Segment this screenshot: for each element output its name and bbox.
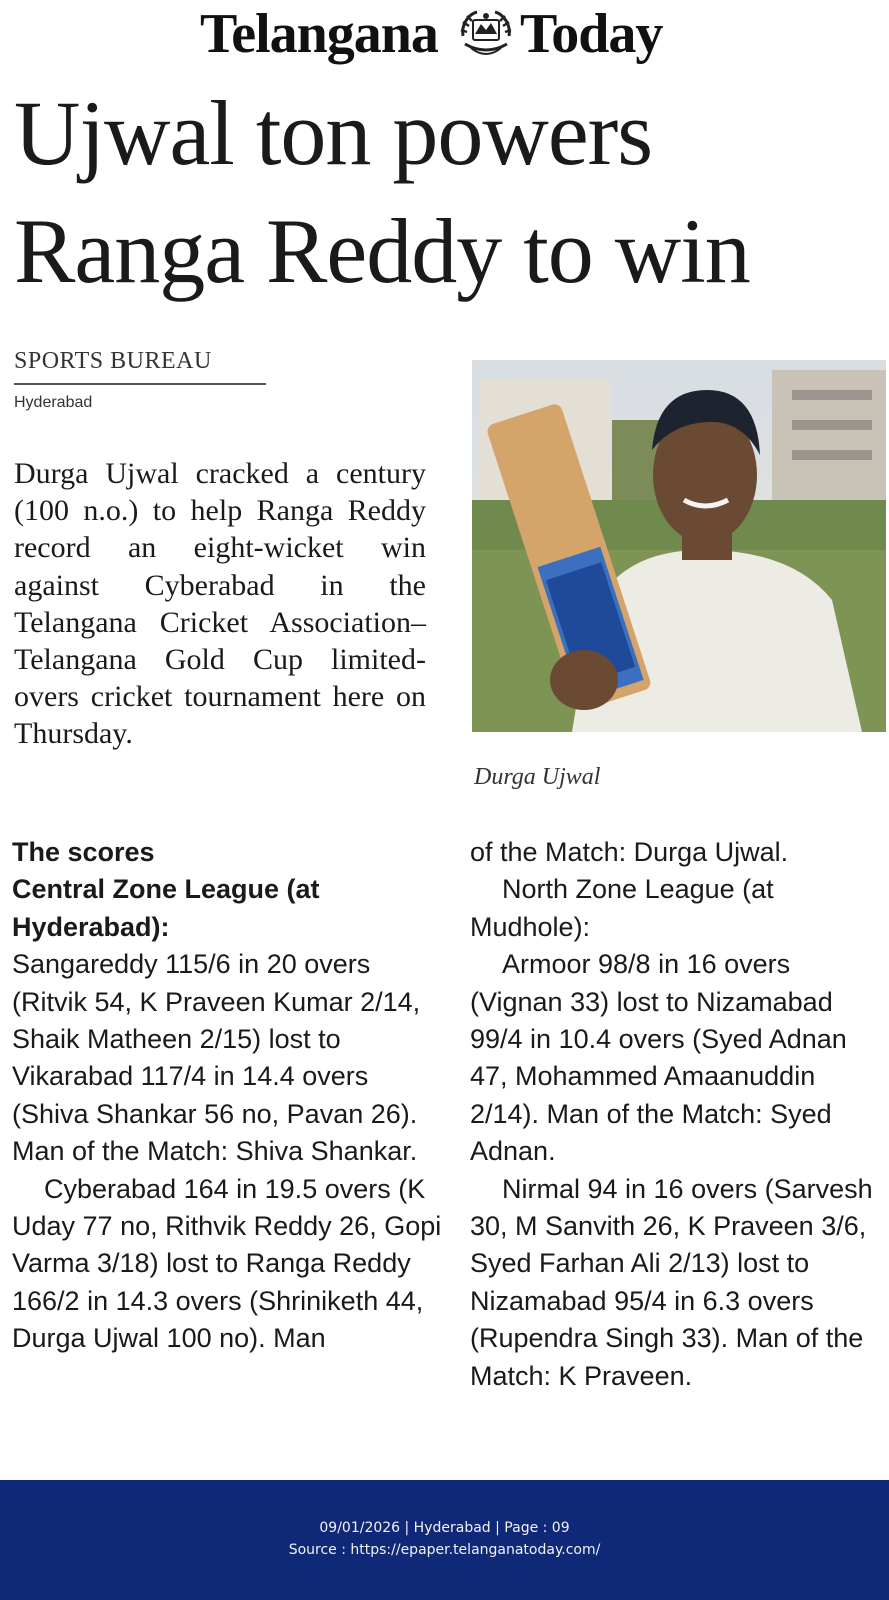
headline-line-1: Ujwal ton powers [14,82,653,184]
north-zone-heading: North Zone League (at Mudhole): [470,874,774,942]
central-match-1: Sangareddy 115/6 in 20 overs (Ritvik 54, K Praveen Kumar 2/14, Shaik Matheen 2/15) lost to Vikarabad 117/4 in 14.4 overs (Shiva Shankar 56 no, Pavan 26). Man of the Match: Shiva Shankar. [12,949,421,1167]
scores-column-right [470,834,886,1395]
footer-source: Source : https://epaper.telanganatoday.com/ [288,1542,601,1558]
byline-divider [14,383,266,385]
photo-caption: Durga Ujwal [474,764,601,790]
central-zone-heading: Central Zone League (at Hyderabad): [12,874,320,942]
lede-text: Durga Ujwal cracked a century (100 n.o.) to help Ranga Reddy record an eight-wicket win against Cyberabad in the Telangana Cricket Association–Telangana Gold Cup limited-overs cricket tournament here on Thursday. [14,457,426,751]
footer-banner [0,1480,889,1600]
masthead [0,0,889,72]
masthead-name-left: Telangana [200,3,438,65]
north-match-2: Nirmal 94 in 16 overs (Sarvesh 30, M Sanvith 26, K Praveen 3/6, Syed Farhan Ali 2/13) lost to Nizamabad 95/4 in 6.3 overs (Rupendra Singh 33). Man of the Match: K Praveen. [470,1173,873,1391]
scores-heading: The scores [12,837,155,867]
headline [14,74,884,310]
newspaper-emblem-icon [455,6,517,62]
dateline: Hyderabad [14,394,93,411]
central-match-2: Cyberabad 164 in 19.5 overs (K Uday 77 no, Rithvik Reddy 26, Gopi Varma 3/18) lost to Ranga Reddy 166/2 in 14.3 overs (Shriniketh 44, Durga Ujwal 100 no). Man [12,1173,442,1354]
footer-info: 09/01/2026 | Hyderabad | Page : 09 [319,1520,570,1536]
lede-paragraph [14,455,426,753]
masthead-name-right: Today [520,3,663,65]
headline-line-2: Ranga Reddy to win [14,200,750,302]
byline: SPORTS BUREAU [14,348,212,374]
scores-column-left [12,834,452,1358]
player-photo [472,360,886,732]
central-match-2-continued: of the Match: Durga Ujwal. [470,837,789,867]
north-match-1: Armoor 98/8 in 16 overs (Vignan 33) lost to Nizamabad 99/4 in 10.4 overs (Syed Adnan 47, Mohammed Amaanuddin 2/14). Man of the Match: Syed Adnan. [470,949,847,1167]
